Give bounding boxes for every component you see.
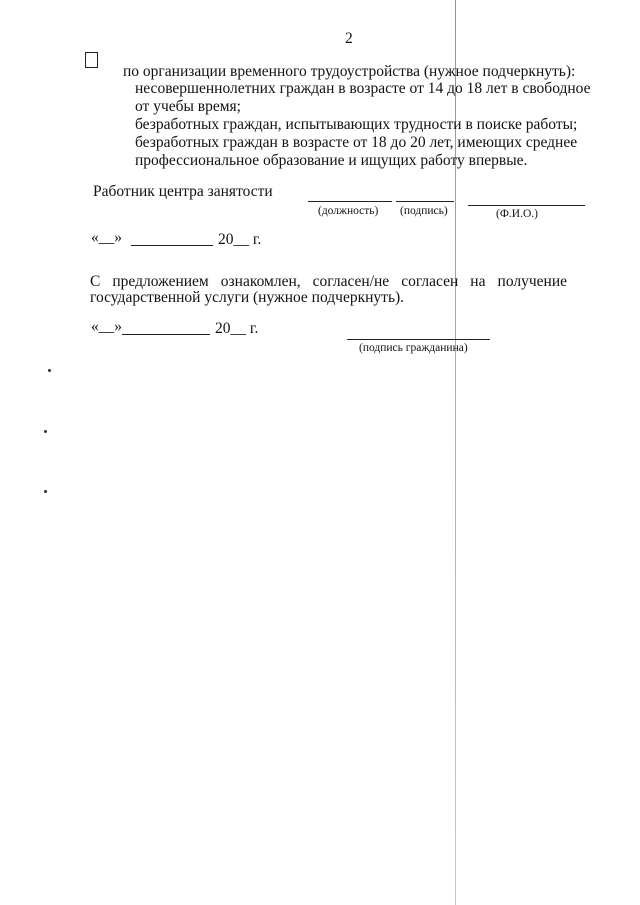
position-line bbox=[308, 201, 392, 202]
consent-line-2: государственной услуги (нужное подчеркнуть). bbox=[90, 289, 405, 306]
option-line-5: профессиональное образование и ищущих работу впервые. bbox=[135, 152, 528, 169]
date1-month-line bbox=[131, 245, 213, 246]
checkbox-label: по организации временного трудоустройства (нужное подчеркнуть): bbox=[123, 63, 576, 80]
scan-speck bbox=[44, 430, 47, 433]
employee-label: Работник центра занятости bbox=[93, 183, 273, 200]
signature-caption: (подпись) bbox=[400, 205, 448, 217]
scan-speck bbox=[44, 490, 47, 493]
option-line-4: безработных граждан в возрасте от 18 до 20 лет, имеющих среднее bbox=[135, 134, 578, 151]
signature-line bbox=[396, 201, 454, 202]
date1-year: 20__ г. bbox=[218, 231, 262, 248]
option-line-1: несовершеннолетних граждан в возрасте от 14 до 18 лет в свободное bbox=[135, 80, 591, 97]
name-caption: (Ф.И.О.) bbox=[496, 208, 538, 220]
consent-line-1: С предложением ознакомлен, согласен/не согласен на получение bbox=[90, 273, 567, 290]
citizen-signature-caption: (подпись гражданина) bbox=[359, 342, 468, 354]
citizen-signature-line bbox=[347, 339, 490, 340]
option-checkbox[interactable] bbox=[85, 52, 98, 68]
date2-year: 20__ г. bbox=[215, 320, 259, 337]
date2-quote: «__» bbox=[91, 318, 122, 335]
name-line bbox=[468, 205, 585, 206]
option-line-3: безработных граждан, испытывающих трудности в поиске работы; bbox=[135, 116, 578, 133]
scan-speck bbox=[48, 369, 51, 372]
date2-month-line bbox=[122, 334, 210, 335]
page-number: 2 bbox=[345, 30, 353, 47]
position-caption: (должность) bbox=[318, 205, 379, 217]
option-line-2: от учебы время; bbox=[135, 98, 241, 115]
date1-quote: «__» bbox=[91, 229, 122, 246]
